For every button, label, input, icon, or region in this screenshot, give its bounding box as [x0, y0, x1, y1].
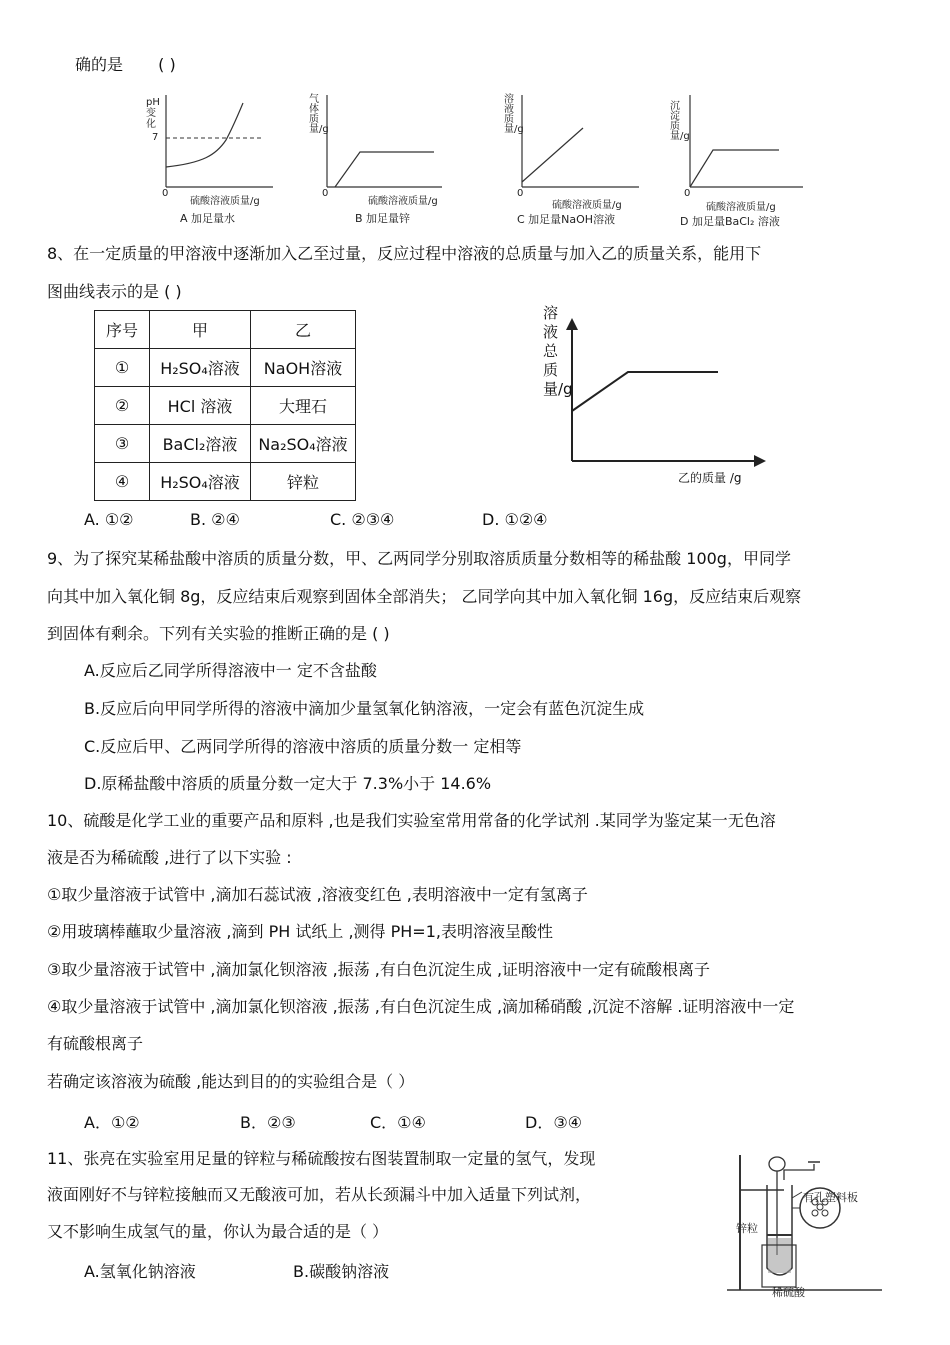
q7-graph-d-svg [685, 95, 815, 215]
cell: ② [95, 387, 150, 425]
q11-label-acid: 稀硫酸 [772, 1286, 805, 1299]
q10-line8: 若确定该溶液为硫酸 ,能达到目的的实验组合是（ ） [47, 1072, 415, 1091]
cell: BaCl₂溶液 [150, 425, 251, 463]
cell: H₂SO₄溶液 [150, 463, 251, 501]
q7-c-caption: C 加足量NaOH溶液 [517, 213, 616, 226]
q9-line3: 到固体有剩余。下列有关实验的推断正确的是 ( ) [47, 624, 390, 643]
table-row [95, 463, 356, 501]
q8-option-a: A. ①② [84, 510, 134, 529]
q10-line5: ③取少量溶液于试管中 ,滴加氯化钡溶液 ,振荡 ,有白色沉淀生成 ,证明溶液中一定有硫酸根离子 [47, 960, 711, 979]
q11-label-zinc: 锌粒 [736, 1222, 758, 1235]
q7-c-xlabel: 硫酸溶液质量/g [552, 200, 622, 211]
q8-line1: 8、在一定质量的甲溶液中逐渐加入乙至过量，反应过程中溶液的总质量与加入乙的质量关系，能用下 [47, 244, 762, 263]
q7-a-ylabel: pH变化 [146, 97, 160, 130]
q8-graph-ylabel: 溶液总质量/g [543, 304, 573, 398]
q7-d-origin: 0 [684, 188, 691, 199]
q7-b-origin: 0 [322, 188, 329, 199]
q9-line1: 9、为了探究某稀盐酸中溶质的质量分数，甲、乙两同学分别取溶质质量分数相等的稀盐酸 100g，甲同学 [47, 549, 791, 568]
q7-d-caption: D 加足量BaCl₂ 溶液 [680, 215, 780, 228]
q10-line7: 有硫酸根离子 [47, 1034, 144, 1053]
q7-b-caption: B 加足量锌 [355, 212, 411, 225]
q7-paren: ( ) [158, 55, 176, 74]
table-row [95, 349, 356, 387]
q7-d-xlabel: 硫酸溶液质量/g [706, 202, 776, 213]
q11-label-plate: 有孔塑料板 [803, 1191, 858, 1204]
q10-line1: 10、硫酸是化学工业的重要产品和原料 ,也是我们实验室常用常备的化学试剂 .某同学为鉴定某一无色溶 [47, 811, 776, 830]
q11-line2: 液面刚好不与锌粒接触而又无酸液可加，若从长颈漏斗中加入适量下列试剂， [47, 1185, 592, 1204]
q11-line3: 又不影响生成氢气的量，你认为最合适的是（ ） [47, 1222, 389, 1241]
cell: ③ [95, 425, 150, 463]
q7-a-origin: 0 [162, 188, 169, 199]
q10-option-b: B．②③ [240, 1113, 296, 1132]
q11-line1: 11、张亮在实验室用足量的锌粒与稀硫酸按右图装置制取一定量的氢气，发现 [47, 1149, 596, 1168]
q7-tail-text: 确的是 [75, 55, 124, 74]
q11-option-b: B.碳酸钠溶液 [293, 1262, 390, 1281]
cell: Na₂SO₄溶液 [251, 425, 356, 463]
cell: 大理石 [251, 387, 356, 425]
q8-table [94, 310, 356, 501]
q7-d-ylabel: 沉淀质量/g [670, 101, 690, 142]
q10-option-a: A．①② [84, 1113, 140, 1132]
q9-line2: 向其中加入氧化铜 8g，反应结束后观察到固体全部消失； 乙同学向其中加入氧化铜 16g，反应结束后观察 [47, 587, 802, 606]
q8-option-d: D. ①②④ [482, 510, 548, 529]
q9-option-b: B.反应后向甲同学所得的溶液中滴加少量氢氧化钠溶液，一定会有蓝色沉淀生成 [84, 699, 645, 718]
q7-b-xlabel: 硫酸溶液质量/g [368, 196, 438, 207]
q7-a-caption: A 加足量水 [180, 212, 236, 225]
cell: 锌粒 [251, 463, 356, 501]
cell: ① [95, 349, 150, 387]
q9-option-a: A.反应后乙同学所得溶液中一 定不含盐酸 [84, 661, 377, 680]
q10-line4: ②用玻璃棒蘸取少量溶液 ,滴到 PH 试纸上 ,测得 PH=1,表明溶液呈酸性 [47, 922, 553, 941]
q8-option-b: B. ②④ [190, 510, 240, 529]
q10-line3: ①取少量溶液于试管中 ,滴加石蕊试液 ,溶液变红色 ,表明溶液中一定有氢离子 [47, 885, 588, 904]
table-row [95, 425, 356, 463]
q10-option-c: C．①④ [370, 1113, 426, 1132]
cell: NaOH溶液 [251, 349, 356, 387]
cell: HCl 溶液 [150, 387, 251, 425]
q9-option-c: C.反应后甲、乙两同学所得的溶液中溶质的质量分数一 定相等 [84, 737, 522, 756]
q7-a-xlabel: 硫酸溶液质量/g [190, 196, 260, 207]
th-yi: 乙 [251, 311, 356, 349]
q7-a-ymark: 7 [152, 132, 159, 143]
q10-line6: ④取少量溶液于试管中 ,滴加氯化钡溶液 ,振荡 ,有白色沉淀生成 ,滴加稀硝酸 ,沉淀不溶解 .证明溶液中一定 [47, 997, 795, 1016]
q7-b-ylabel: 气体质量/g [309, 94, 329, 135]
table-header-row [95, 311, 356, 349]
q7-c-origin: 0 [517, 188, 524, 199]
q10-line2: 液是否为稀硫酸 ,进行了以下实验 : [47, 848, 292, 867]
q10-option-d: D．③④ [525, 1113, 583, 1132]
q9-option-d: D.原稀盐酸中溶质的质量分数一定大于 7.3%小于 14.6% [84, 774, 492, 793]
q8-graph-xlabel: 乙的质量 /g [678, 471, 742, 485]
th-jia: 甲 [150, 311, 251, 349]
cell: H₂SO₄溶液 [150, 349, 251, 387]
cell: ④ [95, 463, 150, 501]
q8-line2: 图曲线表示的是 ( ) [47, 282, 182, 301]
q8-option-c: C. ②③④ [330, 510, 395, 529]
q11-option-a: A.氢氧化钠溶液 [84, 1262, 196, 1281]
th-index: 序号 [95, 311, 150, 349]
table-row [95, 387, 356, 425]
q7-c-ylabel: 溶液质量/g [504, 94, 524, 135]
q7-tail [75, 54, 176, 76]
